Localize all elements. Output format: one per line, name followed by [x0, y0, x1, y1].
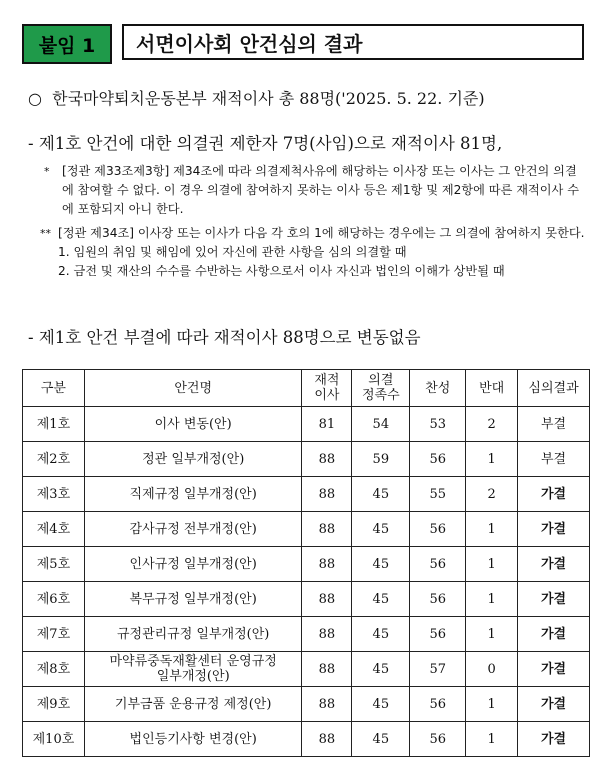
result-cell: 가결 [518, 652, 590, 687]
table-cell: 제4호 [23, 512, 85, 547]
table-cell: 마약류중독재활센터 운영규정 일부개정(안) [84, 652, 302, 687]
table-cell: 54 [352, 407, 410, 442]
table-row [23, 687, 590, 722]
table-cell: 56 [410, 582, 466, 617]
table-cell: 1 [466, 442, 518, 477]
total-members-text: 한국마약퇴치운동본부 재적이사 총 88명('2025. 5. 22. 기준) [52, 89, 485, 108]
table-cell: 88 [302, 617, 352, 652]
result-cell: 부결 [518, 407, 590, 442]
header-against: 반대 [466, 370, 518, 407]
header-result: 심의결과 [518, 370, 590, 407]
header-yes: 찬성 [410, 370, 466, 407]
circle-bullet-icon: ○ [28, 89, 42, 108]
table-cell: 88 [302, 582, 352, 617]
result-cell: 가결 [518, 687, 590, 722]
footnote-2-item-1: 1. 임원의 취임 및 해임에 있어 자신에 관한 사항을 심의 의결할 때 [58, 245, 407, 259]
attachment-badge: 붙임 1 [22, 24, 112, 64]
result-cell: 가결 [518, 512, 590, 547]
table-cell: 이사 변동(안) [84, 407, 302, 442]
result-cell: 가결 [518, 617, 590, 652]
table-cell: 0 [466, 652, 518, 687]
table-cell: 88 [302, 687, 352, 722]
table-cell: 인사규정 일부개정(안) [84, 547, 302, 582]
table-cell: 정관 일부개정(안) [84, 442, 302, 477]
table-cell: 56 [410, 687, 466, 722]
table-row [23, 512, 590, 547]
header-item: 안건명 [84, 370, 302, 407]
header-members: 재적 이사 [302, 370, 352, 407]
table-cell: 제5호 [23, 547, 85, 582]
table-cell: 45 [352, 687, 410, 722]
footnote-2-item-2: 2. 금전 및 재산의 수수를 수반하는 사항으로서 이사 자신과 법인의 이해가 상반될 때 [58, 264, 505, 278]
table-cell: 제6호 [23, 582, 85, 617]
table-cell: 88 [302, 512, 352, 547]
table-cell: 53 [410, 407, 466, 442]
footnote-1-text: [정관 제33조제3항] 제34조에 따라 의결제척사유에 해당하는 이사장 또는 이사는 그 안건의 의결에 참여할 수 없다. 이 경우 의결에 참여하지 못하는 이사 등은 제1항 및 제2항에 따른 재적이사 수에 포함되지 아니 한다. [62, 164, 579, 216]
table-cell: 제9호 [23, 687, 85, 722]
result-cell: 부결 [518, 442, 590, 477]
table-row [23, 652, 590, 687]
table-cell: 56 [410, 547, 466, 582]
table-cell: 88 [302, 477, 352, 512]
table-cell: 1 [466, 547, 518, 582]
footnote-2-mark: ** [40, 227, 51, 240]
table-cell: 56 [410, 442, 466, 477]
table-cell: 88 [302, 652, 352, 687]
result-cell: 가결 [518, 722, 590, 757]
table-row [23, 442, 590, 477]
table-cell: 45 [352, 722, 410, 757]
results-table [22, 369, 590, 757]
table-cell: 제1호 [23, 407, 85, 442]
table-row [23, 477, 590, 512]
table-row [23, 722, 590, 757]
table-cell: 45 [352, 582, 410, 617]
table-row [23, 547, 590, 582]
table-cell: 1 [466, 617, 518, 652]
table-cell: 제7호 [23, 617, 85, 652]
table-header-row [23, 370, 590, 407]
result-cell: 가결 [518, 582, 590, 617]
table-cell: 제10호 [23, 722, 85, 757]
header-no: 구분 [23, 370, 85, 407]
table-cell: 57 [410, 652, 466, 687]
table-cell: 56 [410, 512, 466, 547]
table-cell: 직제규정 일부개정(안) [84, 477, 302, 512]
footnote-1 [44, 162, 584, 219]
table-cell: 2 [466, 407, 518, 442]
table-cell: 88 [302, 442, 352, 477]
table-cell: 1 [466, 687, 518, 722]
table-cell: 2 [466, 477, 518, 512]
document-header [22, 24, 592, 64]
table-cell: 45 [352, 512, 410, 547]
table-cell: 59 [352, 442, 410, 477]
footnote-2-intro: [정관 제34조] 이사장 또는 이사가 다음 각 호의 1에 해당하는 경우에는 그 의결에 참여하지 못한다. [58, 226, 585, 240]
result-cell: 가결 [518, 477, 590, 512]
table-cell: 제8호 [23, 652, 85, 687]
table-cell: 56 [410, 617, 466, 652]
summary-line-2: - 제1호 안건 부결에 따라 재적이사 88명으로 변동없음 [28, 328, 421, 347]
table-cell: 규정관리규정 일부개정(안) [84, 617, 302, 652]
table-cell: 81 [302, 407, 352, 442]
table-cell: 56 [410, 722, 466, 757]
table-row [23, 582, 590, 617]
table-cell: 45 [352, 652, 410, 687]
table-cell: 88 [302, 722, 352, 757]
table-cell: 제3호 [23, 477, 85, 512]
document-title: 서면이사회 안건심의 결과 [122, 24, 584, 60]
result-cell: 가결 [518, 547, 590, 582]
footnote-1-mark: * [44, 165, 50, 178]
table-cell: 법인등기사항 변경(안) [84, 722, 302, 757]
summary-main-line [28, 86, 485, 109]
table-cell: 감사규정 전부개정(안) [84, 512, 302, 547]
table-cell: 복무규정 일부개정(안) [84, 582, 302, 617]
table-cell: 제2호 [23, 442, 85, 477]
header-quorum: 의결 정족수 [352, 370, 410, 407]
table-row [23, 407, 590, 442]
table-cell: 55 [410, 477, 466, 512]
table-cell: 기부금품 운용규정 제정(안) [84, 687, 302, 722]
table-row [23, 617, 590, 652]
table-cell: 45 [352, 547, 410, 582]
table-cell: 45 [352, 477, 410, 512]
table-cell: 1 [466, 512, 518, 547]
table-cell: 88 [302, 547, 352, 582]
table-cell: 1 [466, 722, 518, 757]
table-cell: 1 [466, 582, 518, 617]
table-cell: 45 [352, 617, 410, 652]
summary-line-1: - 제1호 안건에 대한 의결권 제한자 7명(사임)으로 재적이사 81명, [28, 134, 503, 153]
footnote-2 [40, 224, 585, 281]
